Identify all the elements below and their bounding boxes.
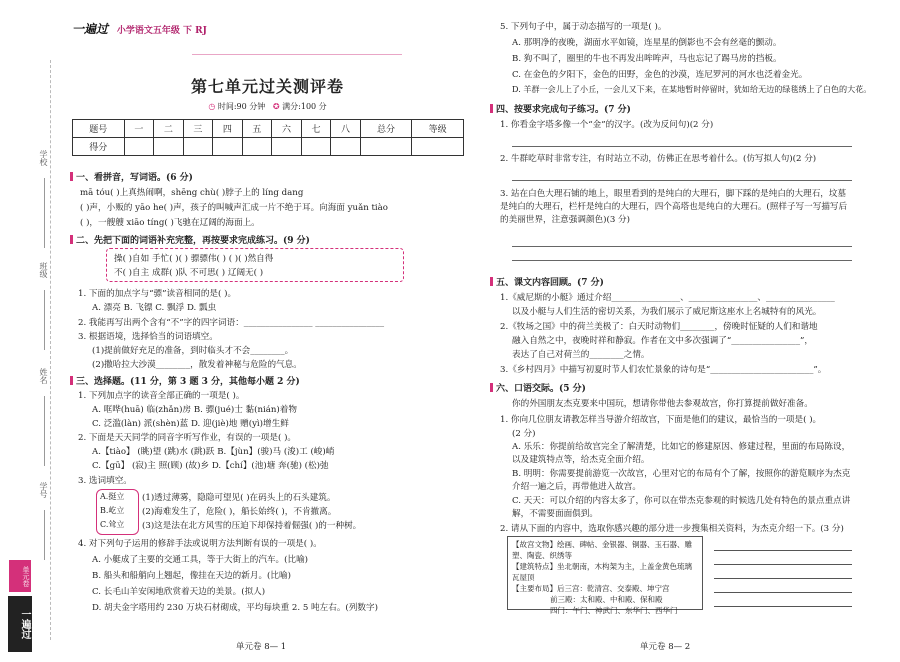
oral-1-a[interactable]: A. 乐乐：你提前给故宫完全了解清楚，比如它的修建原因、修建过程，里面的布局陈设，以及建筑特点等，给杰克全面介绍。 (512, 442, 851, 465)
sentence-2: 2. 牛群吃草时非常专注，有时站立不动，仿佛正在思考着什么。(仿写拟人句)(2 分) (500, 154, 817, 164)
choice-1: 1. 下列加点字的读音全部正确的一项是( )。 (78, 391, 245, 401)
review-2-b[interactable]: 融入自然之中，夜晚时祥和静寂。作者在文中多次强调了“________________”， (512, 336, 813, 346)
brand-logo: 一遍过 (8, 596, 32, 652)
choice-1-a[interactable]: A. 哐哗(huā) 临(zhǎn)房 B. 骠(jué)士 黏(nián)着物 (92, 405, 297, 415)
choice-3: 3. 选词填空。 (78, 476, 132, 486)
score-cell[interactable] (213, 138, 243, 156)
choice-3-a[interactable]: (1)透过薄雾，隐隐可望见( )在码头上的石头建筑。 (142, 493, 336, 503)
oral-intro: 你的外国朋友杰克要来中国玩，想请你带他去参观故宫，你打算提前做好准备。 (512, 399, 813, 409)
right-choice-5-c[interactable]: C. 在金色的夕阳下，金色的田野，金色的沙漠，连尼罗河的河水也泛着金光。 (512, 70, 808, 80)
cut-line (50, 60, 51, 640)
score-cell[interactable] (154, 138, 184, 156)
choice-4-c[interactable]: C. 长毛山羊安闲地欣赏着天边的美景。(拟人) (92, 587, 266, 597)
table-cell: 三 (183, 120, 213, 138)
page-title: 第七单元过关测评卷 (190, 77, 344, 96)
choice-2: 2. 下面是天天同学的同音字听写作业，有误的一项是( )。 (78, 433, 297, 443)
section-1-heading: 一、看拼音，写词语。(6 分) (70, 170, 193, 183)
word-line-1[interactable]: 操( )自如 手忙( )( ) 骠骠伟( ) ( )( )然自得 (114, 254, 274, 264)
clock-icon: ◷ (208, 102, 216, 111)
oral-1-c[interactable]: C. 天天：可以介绍的内容太多了，你可以在带杰克参观的时候选几处有特色的景点重点讲解，不需要面面俱到。 (512, 496, 851, 519)
word-line-2[interactable]: 不( )自主 成群( )队 不可思( ) 辽阔无( ) (114, 268, 264, 278)
choice-2-b[interactable]: C.【gū】 (寂)主 照(顾) (故)乡 D.【chí】(池)塘 奔(驰) (松)弛 (92, 461, 329, 471)
name-field[interactable] (44, 396, 45, 466)
choice-4: 4. 对下列句子运用的修辞手法或说明方法判断有误的一项是( )。 (78, 539, 322, 549)
answer-line[interactable] (714, 592, 852, 593)
info-front-halls: 前三殿：太和殿、中和殿、保和殿 (550, 595, 663, 604)
oral-1-b[interactable]: B. 明明：你需要提前游览一次故宫，心里对它的布局有个了解，按照你的游览顺序为杰克介绍一遍之后，再带他进入故宫。 (512, 469, 851, 492)
answer-line[interactable] (512, 146, 852, 147)
sentence-1: 1. 你看金字塔多像一个“金”的汉字。(改为反问句)(2 分) (500, 120, 714, 130)
info-gates: 四门：午门、神武门、东华门、西华门 (550, 606, 678, 615)
class-label: 班级 (39, 262, 48, 278)
section-5-heading: 五、课文内容回顾。(7 分) (490, 275, 604, 288)
table-cell: 八 (331, 120, 361, 138)
class-field[interactable] (44, 290, 45, 350)
option-a: A.挺立 (100, 492, 125, 501)
unit-tag: 单元卷 (9, 560, 31, 592)
score-cell[interactable] (301, 138, 331, 156)
right-choice-5: 5. 下列句子中，属于动态描写的一项是( )。 (500, 22, 667, 32)
section-6-heading: 六、口语交际。(5 分) (490, 381, 586, 394)
subject-label: 小学语文五年级 下 RJ (116, 26, 207, 36)
choice-4-a[interactable]: A. 小艇成了主要的交通工具，等于大街上的汽车。(比喻) (92, 555, 309, 565)
id-field[interactable] (44, 510, 45, 560)
table-cell: 得分 (73, 138, 125, 156)
choice-4-d[interactable]: D. 胡夫金字塔用约 230 万块石材砌成，平均每块重 2. 5 吨左右。(列数字) (92, 603, 378, 613)
school-field[interactable] (44, 178, 45, 248)
binding-strip (0, 0, 62, 662)
footer-left: 单元卷 8— 1 (236, 642, 287, 652)
question-3: 3. 根据语境，选择恰当的词语填空。 (78, 332, 218, 342)
name-label: 姓名 (39, 368, 48, 384)
review-1[interactable]: 1.《威尼斯的小艇》通过介绍________________、________________、________________ (500, 293, 835, 303)
score-cell[interactable] (412, 138, 464, 156)
answer-line[interactable] (512, 180, 852, 181)
choice-1-b[interactable]: C. 泛滥(làn) 派(shèn)蓝 D. 迎(jiè)地 赠(yì)增生鲜 (92, 419, 289, 429)
table-cell: 六 (272, 120, 302, 138)
star-icon: ✪ (272, 102, 280, 111)
id-label: 学号 (39, 482, 48, 498)
info-box (507, 536, 703, 615)
option-c: C.耸立 (100, 520, 125, 529)
choice-3-b[interactable]: (2)海难发生了，危险( )，船长始终( )，不肯撤离。 (142, 507, 337, 517)
word-options-box (96, 489, 139, 535)
option-b: B.屹立 (100, 506, 125, 515)
pinyin-line-1[interactable]: mā tóu( )上真热闹啊，shēng chù( )脖子上的 líng dang (80, 188, 304, 198)
score-cell[interactable] (272, 138, 302, 156)
table-cell: 总分 (360, 120, 412, 138)
score-cell[interactable] (242, 138, 272, 156)
score-cell[interactable] (124, 138, 154, 156)
oral-2: 2. 请从下面的内容中，选取你感兴趣的部分进一步搜集相关资料，为杰克介绍一下。(3 分) (500, 524, 844, 534)
header-decoration (192, 38, 402, 55)
exam-score: 满分:100 分 (282, 102, 327, 111)
review-2[interactable]: 2.《牧场之国》中的荷兰美极了：白天时动物们________，傍晚时怔疑的人们和谐地 (500, 322, 818, 332)
score-table-header (73, 120, 464, 138)
question-3-a[interactable]: (1)提前做好充足的准备，到时临头才不会________。 (92, 346, 294, 356)
table-cell: 七 (301, 120, 331, 138)
answer-line[interactable] (714, 550, 852, 551)
choice-2-a[interactable]: A.【tiào】 (眺)望 (跳)水 (跳)跃 B.【jùn】(骏)马 (浚)工 (峻)峭 (92, 447, 335, 457)
review-1-b: 以及小艇与人们生活的密切关系，为我们展示了威尼斯这座水上名城特有的风光。 (512, 307, 822, 317)
answer-line[interactable] (714, 578, 852, 579)
review-3[interactable]: 3.《乡村四月》中描写初夏时节人们农忙景象的诗句是“________________________”。 (500, 365, 827, 375)
brand-name: 一遍过 (72, 22, 109, 36)
question-2[interactable]: 2. 我能再写出两个含有“不”字的四字词语：________________ ________________ (78, 318, 385, 328)
sentence-3: 3. 站在白色大理石铺的地上，眼里看到的是纯白的大理石，脚下踩的是纯白的大理石，坟墓是纯白的大理石，栏杆是纯白的大理石，四个高塔也是纯白的大理石。(照样子写一写描写后的美丽世界，注意强调颜色)(3 分) (500, 189, 848, 225)
pinyin-line-2[interactable]: ( )声，小贩的 yāo he( )声，孩子的叫喊声汇成一片不绝于耳。向海面 yuǎn tiào (80, 203, 388, 213)
question-3-b[interactable]: (2)撒哈拉大沙漠________，散发着神秘与危险的气息。 (92, 360, 302, 370)
section-3-heading: 三、选择题。(11 分，第 3 题 3 分，其他每小题 2 分) (70, 374, 300, 387)
score-cell[interactable] (183, 138, 213, 156)
answer-line[interactable] (714, 564, 852, 565)
review-2-c[interactable]: 表达了自己对荷兰的________之情。 (512, 350, 650, 360)
table-cell: 一 (124, 120, 154, 138)
section-4-heading: 四、按要求完成句子练习。(7 分) (490, 102, 631, 115)
question-1-options[interactable]: A. 漂亮 B. 飞镖 C. 飘浮 D. 瓢虫 (92, 303, 217, 313)
choice-4-b[interactable]: B. 船头和船艄向上翘起，像挂在天边的新月。(比喻) (92, 571, 291, 581)
oral-1-points: (2 分) (512, 429, 536, 439)
school-label: 学校 (39, 150, 48, 166)
table-cell: 等级 (412, 120, 464, 138)
answer-line[interactable] (512, 260, 852, 261)
score-table (72, 119, 464, 156)
table-cell: 五 (242, 120, 272, 138)
pinyin-line-3[interactable]: ( )，一艘艘 xiāo tíng( )飞驰在辽阔的海面上。 (80, 218, 260, 228)
table-cell: 题号 (73, 120, 125, 138)
oral-1: 1. 你向几位朋友请教怎样当导游介绍故宫，下面是他们的建议，最恰当的一项是( )。 (500, 415, 822, 425)
exam-meta (70, 101, 465, 112)
answer-line[interactable] (512, 246, 852, 247)
exam-time: 时间:90 分钟 (217, 102, 266, 111)
info-architecture: 【建筑特点】坐北朝南，木构架为主，上盖金黄色琉璃瓦屋顶 (512, 562, 692, 582)
info-layout: 【主要布局】后三宫：乾清宫、交泰殿、坤宁宫 (512, 584, 670, 593)
choice-3-c[interactable]: (3)这是法在北方风雪的压迫下却保持着倔强( )的一种树。 (142, 521, 362, 531)
right-choice-5-a[interactable]: A. 那明净的夜晚，湖面水平如镜，连星星的倒影也不会有丝毫的颤动。 (512, 38, 782, 48)
score-cell[interactable] (360, 138, 412, 156)
page-header (72, 20, 452, 42)
score-cell[interactable] (331, 138, 361, 156)
answer-line[interactable] (714, 606, 852, 607)
section-2-heading: 二、先把下面的词语补充完整，再按要求完成练习。(9 分) (70, 233, 310, 246)
score-table-row (73, 138, 464, 156)
right-choice-5-b[interactable]: B. 狗不叫了，圈里的牛也不再发出哞哞声，马也忘记了踢马房的挡板。 (512, 54, 782, 64)
info-relics: 【故宫文物】绘画、碑帖、金银器、铜器、玉石器、雕塑、陶瓷、织绣等 (512, 540, 692, 560)
footer-right: 单元卷 8— 2 (640, 642, 691, 652)
table-cell: 四 (213, 120, 243, 138)
table-cell: 二 (154, 120, 184, 138)
question-1: 1. 下面的加点字与“骠”读音相同的是( )。 (78, 289, 237, 299)
right-choice-5-d[interactable]: D. 羊群一会儿上了小丘，一会儿又下来，在某地暂时停留时，犹如给无边的绿毯绣上了白色的大花。 (512, 84, 872, 94)
